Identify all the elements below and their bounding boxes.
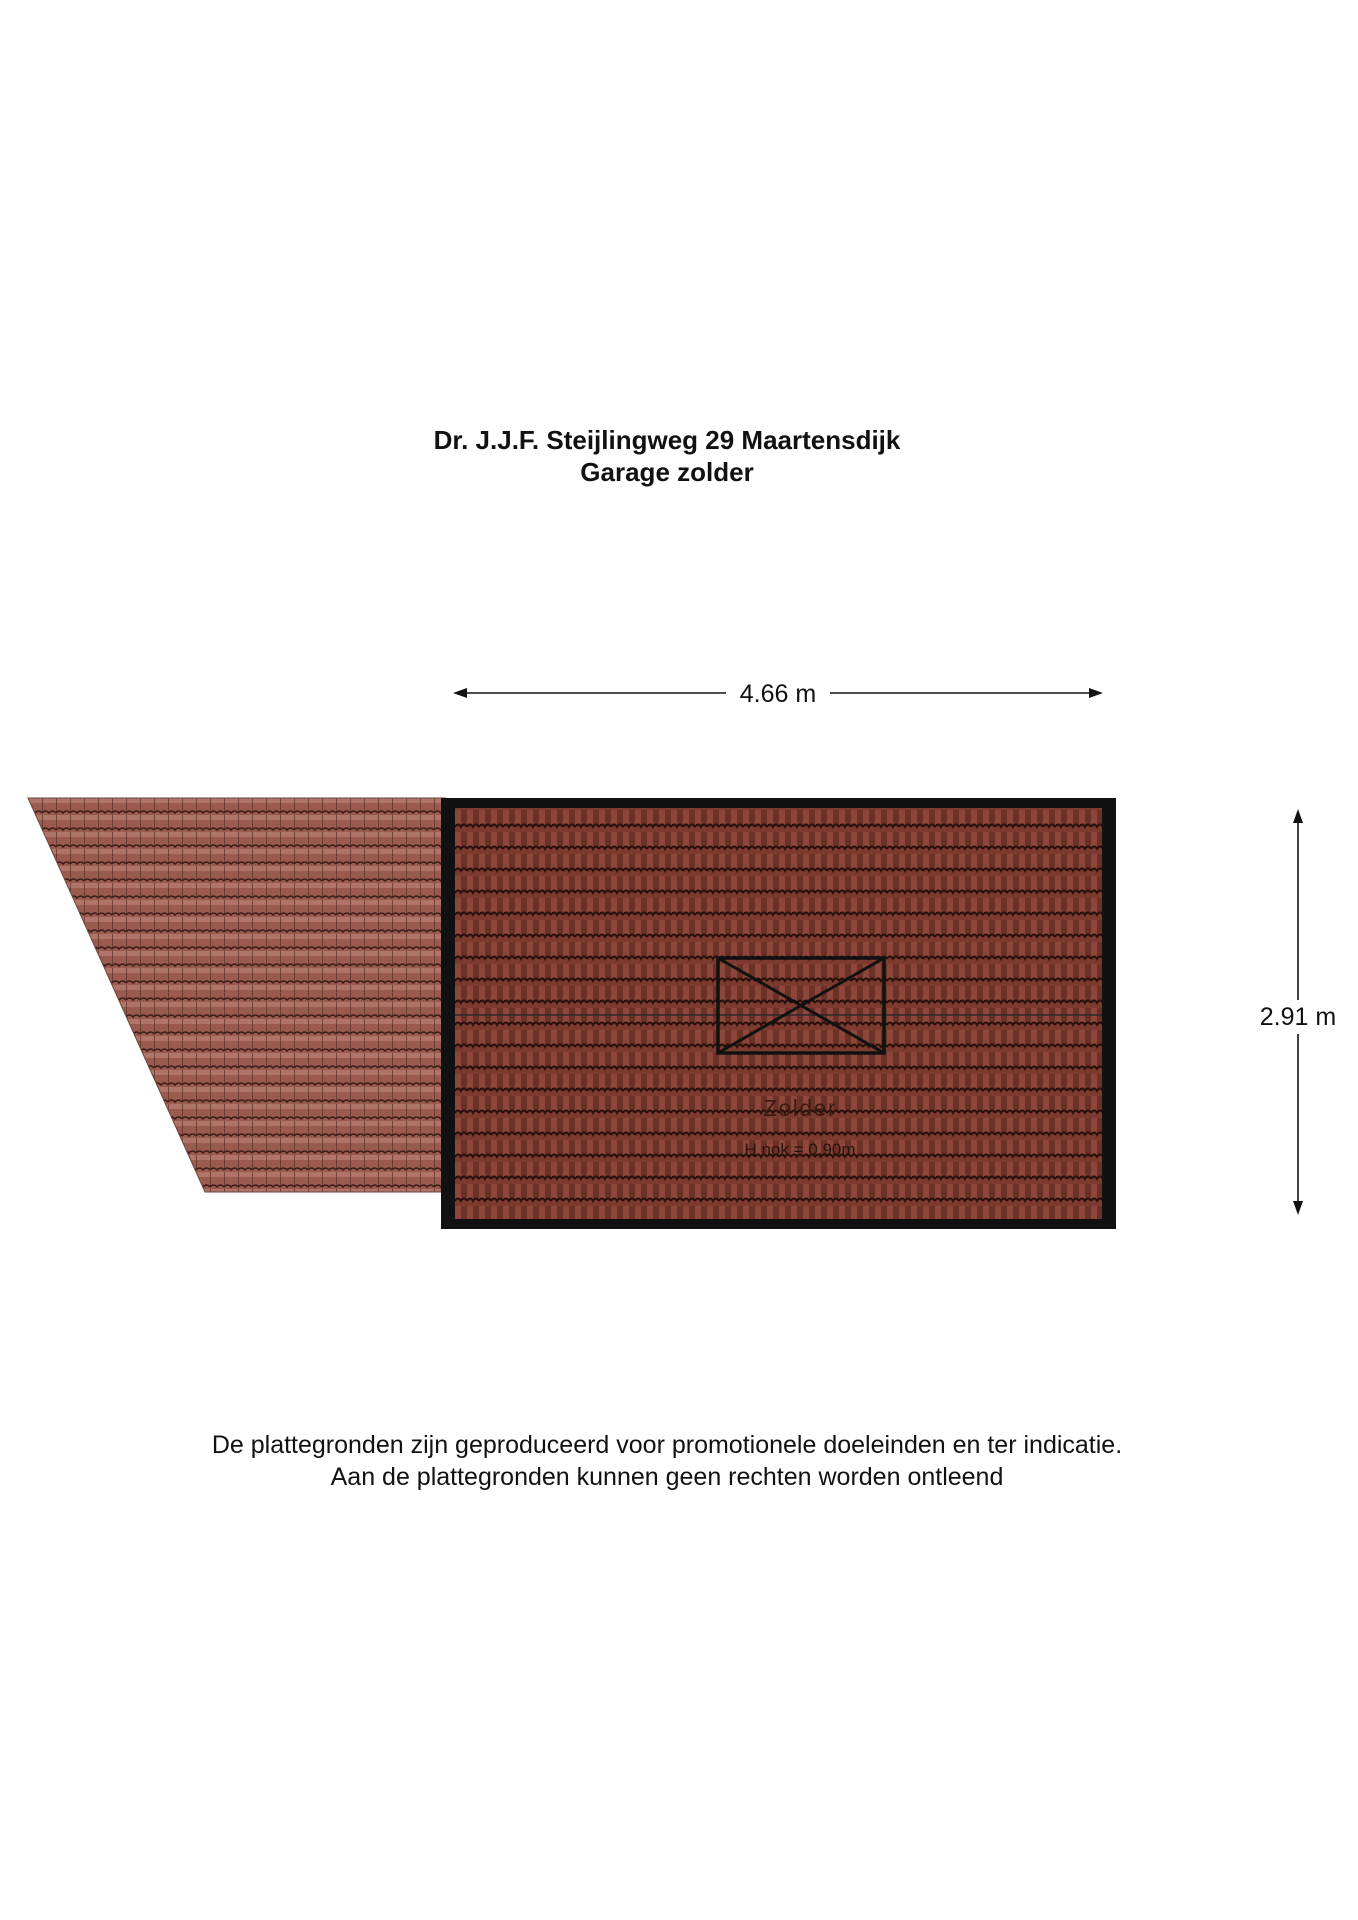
plan-subtitle: Garage zolder [580, 457, 754, 487]
plan-title: Dr. J.J.F. Steijlingweg 29 Maartensdijk [433, 425, 901, 455]
floor-plan [0, 640, 1358, 1260]
depth-dimension-label: 2.91 m [1259, 1003, 1337, 1031]
disclaimer-line-2: Aan de plattegronden kunnen geen rechten worden ontleend [330, 1463, 1004, 1491]
room-name: Zolder [762, 1095, 838, 1121]
ridge-height-label: H nok = 0.90m [744, 1140, 856, 1159]
adjacent-roof [28, 798, 446, 1192]
disclaimer-line-1: De plattegronden zijn geproduceerd voor promotionele doeleinden en ter indicatie. [211, 1431, 1123, 1459]
width-dimension-label: 4.66 m [739, 680, 817, 708]
